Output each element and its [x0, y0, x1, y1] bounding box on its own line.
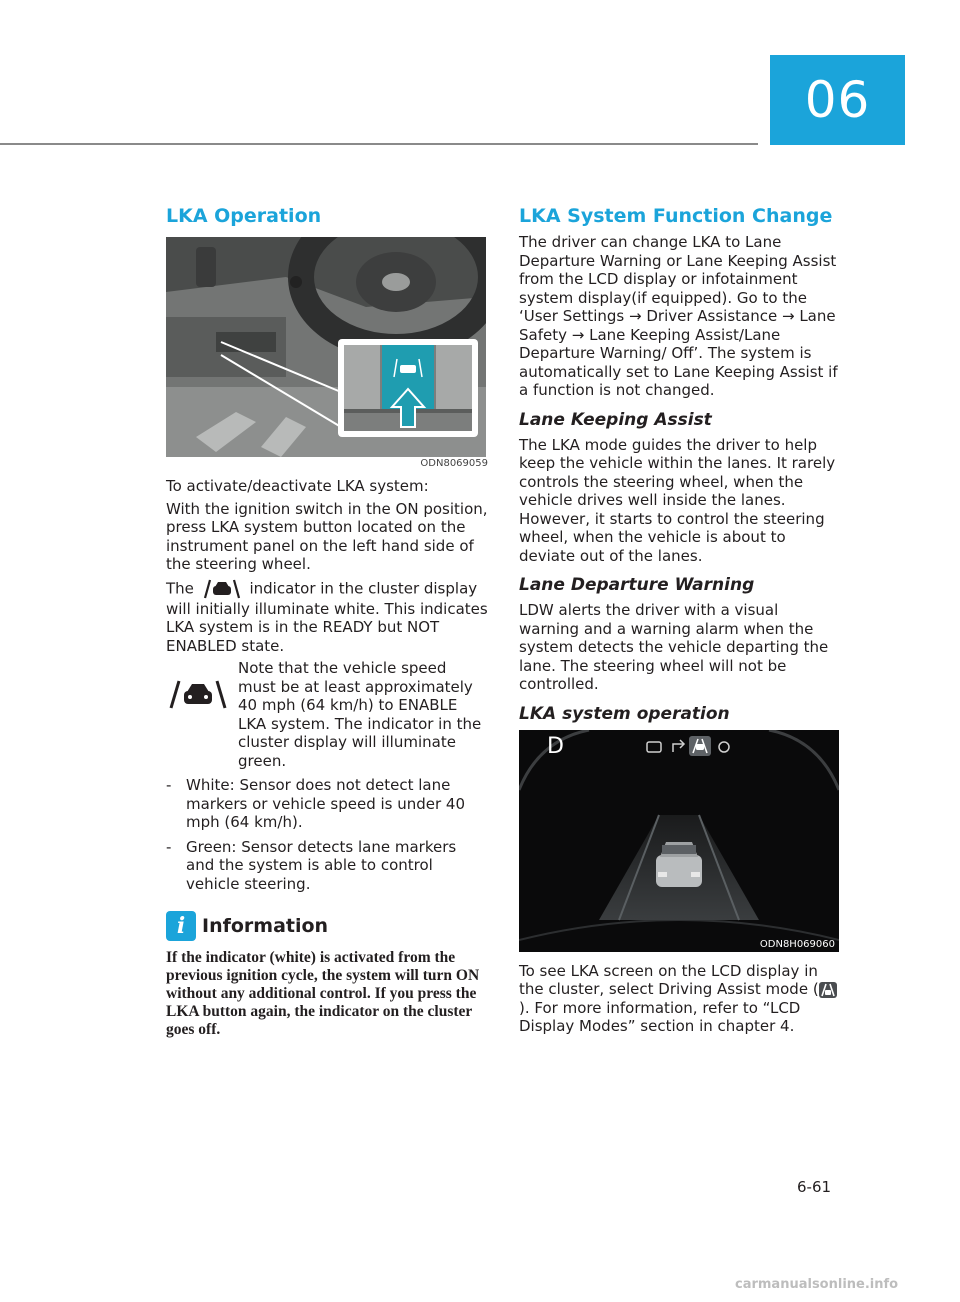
text-fragment: indicator in the cluster display will initially illuminate white. This indicates LKA system is in the READY but NOT ENABLED state. [166, 579, 488, 655]
cluster-display-figure [519, 730, 839, 952]
paragraph: With the ignition switch in the ON position, press LKA system button located on the instrument panel on the left hand side of the steering wheel. [166, 499, 488, 573]
paragraph [166, 578, 488, 656]
text-fragment: To see LKA screen on the LCD display in the cluster, select Driving Assist mode ( [519, 961, 819, 998]
header-rule [0, 143, 758, 145]
information-header [166, 911, 488, 941]
section-title-lka-operation: LKA Operation [166, 205, 322, 227]
list-dash: - [166, 837, 172, 856]
list-item-text: Green: Sensor detects lane markers and the system is able to control vehicle steering. [186, 837, 457, 893]
figure-code: ODN8069059 [420, 458, 488, 469]
page-number: 6-61 [797, 1178, 832, 1196]
cluster-illustration [519, 730, 839, 952]
right-column [519, 205, 841, 1040]
lka-indicator-icon [201, 578, 243, 600]
list-item [166, 776, 488, 832]
note-text: Note that the vehicle speed must be at least approximately 40 mph (64 km/h) to ENABLE LKA system. The indicator in the cluster display will illuminate green. [238, 659, 482, 770]
lka-indicator-icon [166, 679, 230, 709]
note-icon-wrap [166, 659, 238, 770]
list-item-text: White: Sensor does not detect lane markers or vehicle speed is under 40 mph (64 km/h). [186, 776, 466, 831]
left-column [166, 205, 488, 1039]
watermark: carmanualsonline.info [735, 1277, 899, 1292]
list-dash: - [166, 776, 172, 794]
paragraph: The driver can change LKA to Lane Departure Warning or Lane Keeping Assist from the LCD display or infotainment system display(if equipped). Go to the ‘User Settings → Driver Assistance → Lane Safety → Lane Keeping Assist/Lane Departure Warning/ Off’. The system is automatically set to Lane Keeping Assist if a function is not changed. [519, 233, 838, 399]
information-title: Information [202, 915, 329, 937]
dashboard-photo [166, 237, 486, 457]
information-text: If the indicator (white) is activated from the previous ignition cycle, the system will turn ON without any additional control. If you press the LKA button again, the indicator on the cluster goes off. [166, 949, 480, 1038]
paragraph: The LKA mode guides the driver to help keep the vehicle within the lanes. It rarely controls the steering wheel, when the vehicle drives well inside the lanes. However, it starts to control the steering wheel, when the vehicle is about to deviate out of the lanes. [519, 435, 836, 565]
note-row [166, 659, 488, 770]
chapter-tab [770, 55, 905, 145]
figure-code: ODN8H069060 [759, 938, 835, 950]
subheading-lka-system-operation: LKA system operation [519, 703, 730, 724]
section-title-function-change: LKA System Function Change [519, 205, 833, 227]
subheading-lane-keeping-assist: Lane Keeping Assist [519, 409, 712, 430]
gear-indicator: D [547, 733, 564, 759]
paragraph [519, 962, 841, 1036]
list-item [166, 838, 488, 894]
chapter-number: 06 [804, 71, 871, 129]
paragraph: LDW alerts the driver with a visual warning and a warning alarm when the system detects the vehicle departing the lane. The steering wheel will not be controlled. [519, 601, 829, 693]
text-fragment: ). For more information, refer to “LCD Display Modes” section in chapter 4. [519, 998, 801, 1035]
text-fragment: The [166, 579, 194, 597]
driving-assist-mode-icon [819, 982, 837, 998]
subheading-lane-departure-warning: Lane Departure Warning [519, 575, 755, 595]
information-icon: i [166, 911, 196, 941]
paragraph: To activate/deactivate LKA system: [166, 477, 429, 495]
dashboard-illustration [166, 237, 486, 457]
